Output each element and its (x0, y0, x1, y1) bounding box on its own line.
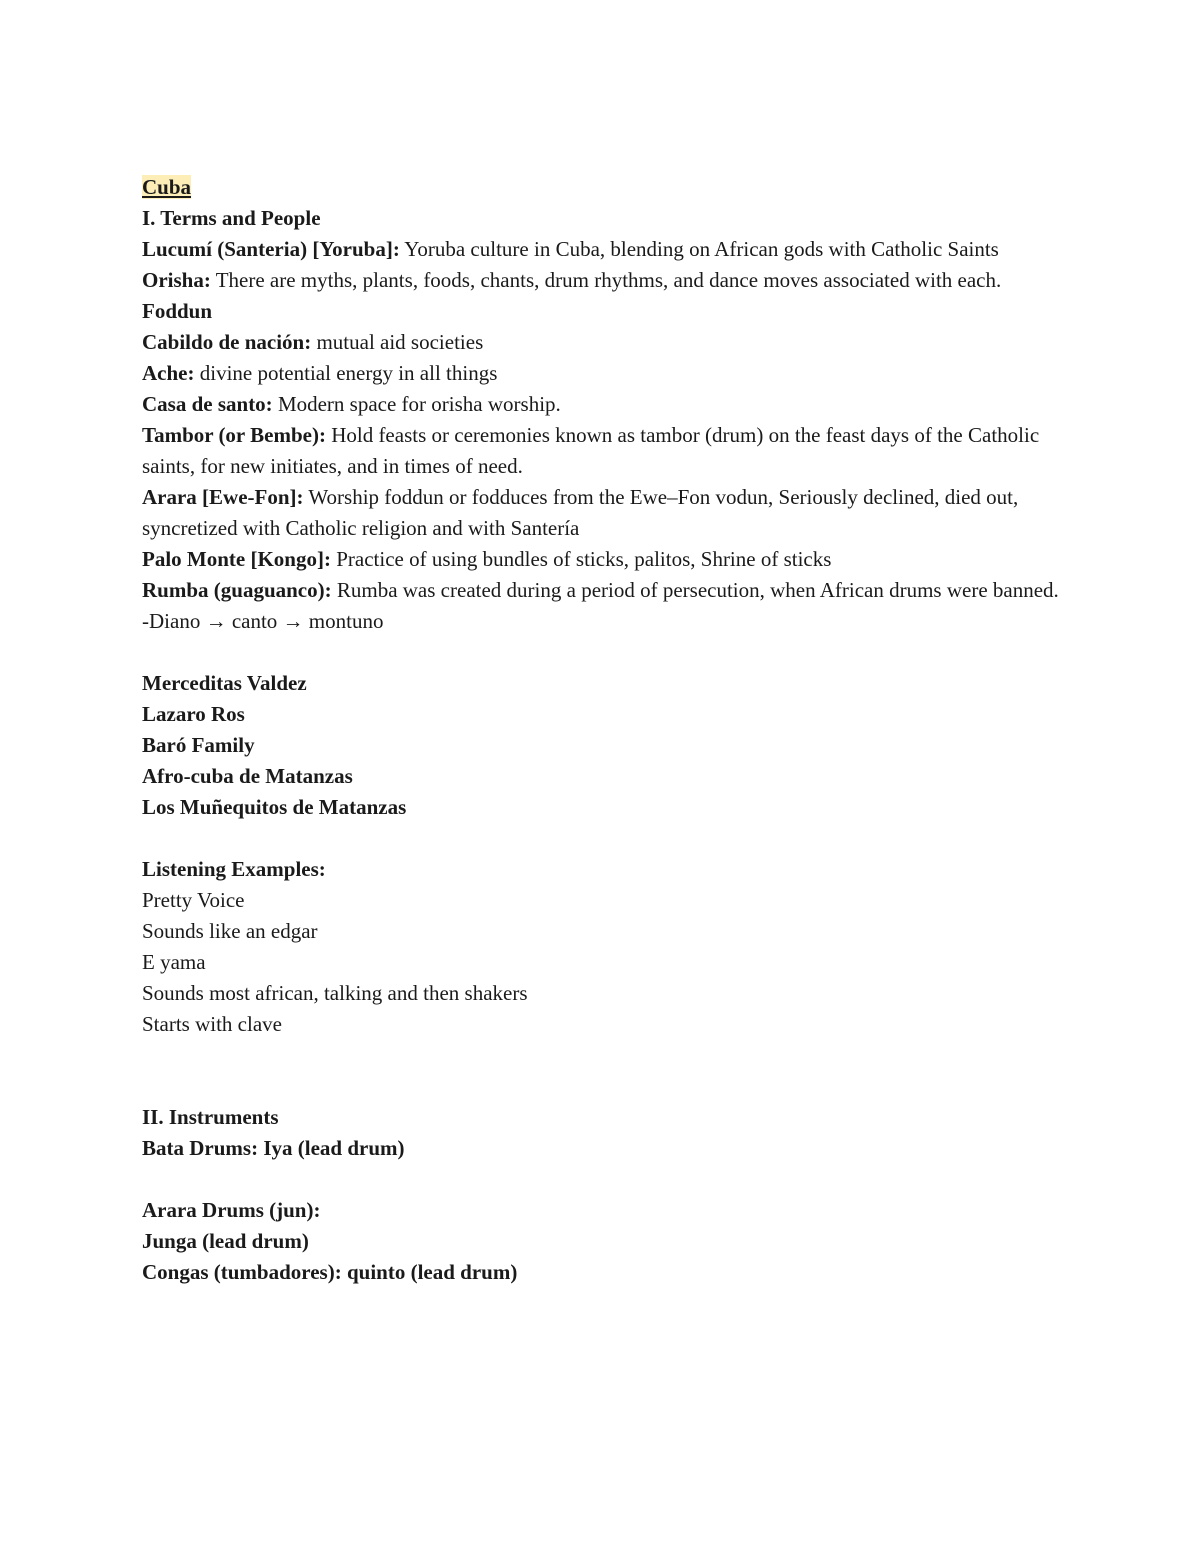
document-page (142, 172, 1062, 1288)
term-name: Casa de santo: (142, 392, 273, 416)
person-name-text: Merceditas Valdez (142, 671, 307, 695)
term-definition: Practice of using bundles of sticks, palitos, Shrine of sticks (330, 547, 832, 571)
term-name: Orisha: (142, 268, 211, 292)
document-title: Cuba (142, 175, 192, 199)
spacer (142, 823, 1062, 854)
spacer (142, 1164, 1062, 1195)
term-definition: Hold feasts or ceremonies known as tambor (drum) on the feast days of the Catholic saints, for new initiates, and in times of need. (142, 423, 1040, 478)
term-entry (142, 482, 1062, 544)
term-entry (142, 389, 1062, 420)
term-definition: Worship foddun or fodduces from the Ewe–Fon vodun, Seriously declined, died out, syncretized with Catholic religion and with Santería (142, 485, 1019, 540)
person-name (142, 699, 1062, 730)
rumba-form: -Diano → canto → montuno (142, 609, 384, 633)
instrument-congas (142, 1257, 1062, 1288)
term-definition: Modern space for orisha worship. (272, 392, 561, 416)
person-name (142, 792, 1062, 823)
term-name: Foddun (142, 299, 213, 323)
person-name (142, 668, 1062, 699)
section-heading-instruments (142, 1102, 1062, 1133)
section-heading-text: II. Instruments (142, 1105, 279, 1129)
term-entry (142, 296, 1062, 327)
term-entry (142, 327, 1062, 358)
term-name: Cabildo de nación: (142, 330, 312, 354)
term-entry (142, 234, 1062, 265)
person-name-text: Baró Family (142, 733, 255, 757)
term-entry (142, 265, 1062, 296)
term-entry (142, 544, 1062, 575)
listening-item: Pretty Voice (142, 888, 245, 912)
person-name (142, 730, 1062, 761)
term-definition: There are myths, plants, foods, chants, drum rhythms, and dance moves associated with each. (210, 268, 1002, 292)
instrument-arara-heading (142, 1195, 1062, 1226)
spacer (142, 637, 1062, 668)
instrument-text: Arara Drums (jun): (142, 1198, 321, 1222)
term-name: Lucumí (Santeria) [Yoruba]: (142, 237, 400, 261)
term-name: Arara [Ewe-Fon]: (142, 485, 304, 509)
term-name: Rumba (guaguanco): (142, 578, 332, 602)
instrument-junga (142, 1226, 1062, 1257)
term-name: Ache: (142, 361, 195, 385)
person-name-text: Afro-cuba de Matanzas (142, 764, 353, 788)
instrument-text: Congas (tumbadores): quinto (lead drum) (142, 1260, 518, 1284)
person-name-text: Lazaro Ros (142, 702, 245, 726)
term-name: Tambor (or Bembe): (142, 423, 326, 447)
term-entry (142, 358, 1062, 389)
person-name (142, 761, 1062, 792)
term-definition: Rumba was created during a period of persecution, when African drums were banned. (331, 578, 1059, 602)
listening-item: Starts with clave (142, 1012, 282, 1036)
section-heading-text: I. Terms and People (142, 206, 321, 230)
document-title-line (142, 172, 1062, 203)
term-definition: divine potential energy in all things (194, 361, 498, 385)
instrument-bata (142, 1133, 1062, 1164)
instrument-text: Bata Drums: Iya (lead drum) (142, 1136, 405, 1160)
person-name-text: Los Muñequitos de Matanzas (142, 795, 407, 819)
listening-heading (142, 854, 1062, 885)
instrument-text: Junga (lead drum) (142, 1229, 309, 1253)
term-definition: mutual aid societies (311, 330, 484, 354)
listening-item: Sounds most african, talking and then shakers (142, 981, 528, 1005)
section-heading-terms (142, 203, 1062, 234)
term-entry (142, 420, 1062, 482)
listening-heading-text: Listening Examples: (142, 857, 326, 881)
listening-item: Sounds like an edgar (142, 919, 318, 943)
listening-item: E yama (142, 950, 206, 974)
term-name: Palo Monte [Kongo]: (142, 547, 331, 571)
spacer (142, 1040, 1062, 1102)
term-definition: Yoruba culture in Cuba, blending on African gods with Catholic Saints (399, 237, 999, 261)
term-entry (142, 575, 1062, 606)
